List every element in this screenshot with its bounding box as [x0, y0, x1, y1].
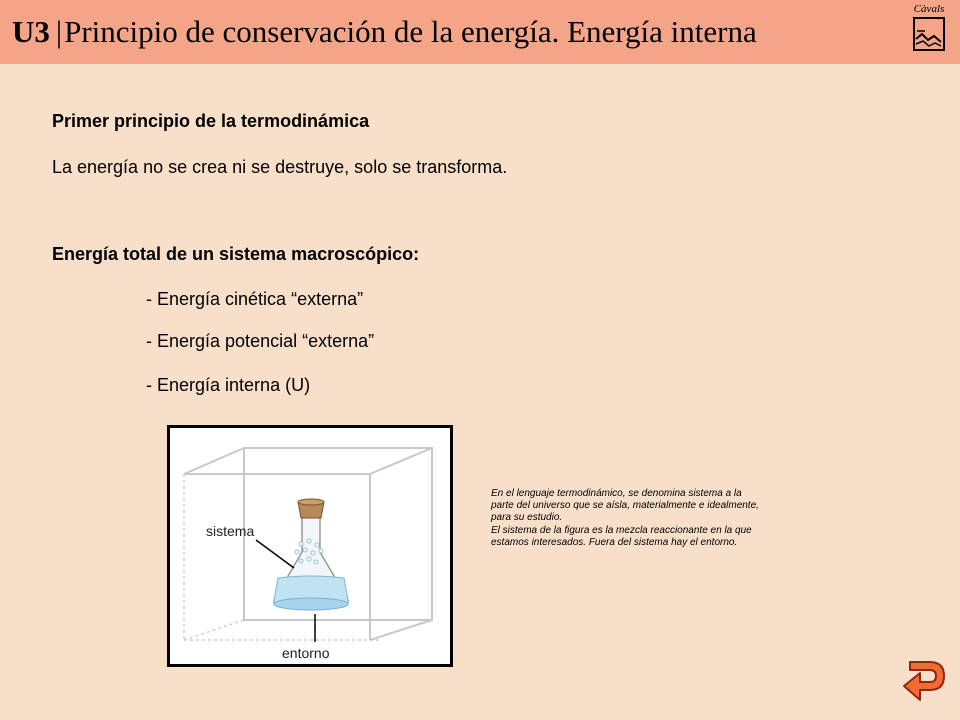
header-bar: [0, 0, 960, 64]
principle-text: La energía no se crea ni se destruye, solo se transforma.: [52, 157, 508, 177]
energy-item-internal: - Energía interna (U): [146, 375, 311, 395]
caption-paragraph-1: En el lenguaje termodinámico, se denomina sistema a la parte del universo que se aísla, materialmente e idealmente, para su estudio.: [491, 488, 759, 524]
figure-canvas: [170, 428, 450, 664]
chart-logo-icon: [913, 17, 945, 51]
return-button[interactable]: [900, 656, 948, 708]
system-figure: [167, 425, 453, 667]
unit-label: U3: [12, 14, 50, 49]
label-sistema: sistema: [206, 523, 255, 539]
logo-text: Càvals: [913, 3, 945, 15]
caption-paragraph-2: El sistema de la figura es la mezcla reaccionante en la que estamos interesados. Fuera del sistema hay el entorno.: [491, 524, 752, 548]
title-text: Principio de conservación de la energía. Energía interna: [64, 14, 757, 49]
page-title: [12, 14, 757, 50]
energy-item-kinetic: - Energía cinética “externa”: [146, 289, 364, 309]
return-arrow-icon: [900, 656, 948, 708]
principle-heading: Primer principio de la termodinámica: [52, 111, 370, 131]
flask-illustration: [170, 428, 450, 664]
figure-caption: [491, 488, 763, 549]
energy-item-potential: - Energía potencial “externa”: [146, 331, 375, 351]
energy-heading: Energía total de un sistema macroscópico:: [52, 244, 420, 264]
title-separator: |: [55, 14, 63, 49]
logo: [906, 3, 952, 53]
label-entorno: entorno: [282, 645, 330, 661]
